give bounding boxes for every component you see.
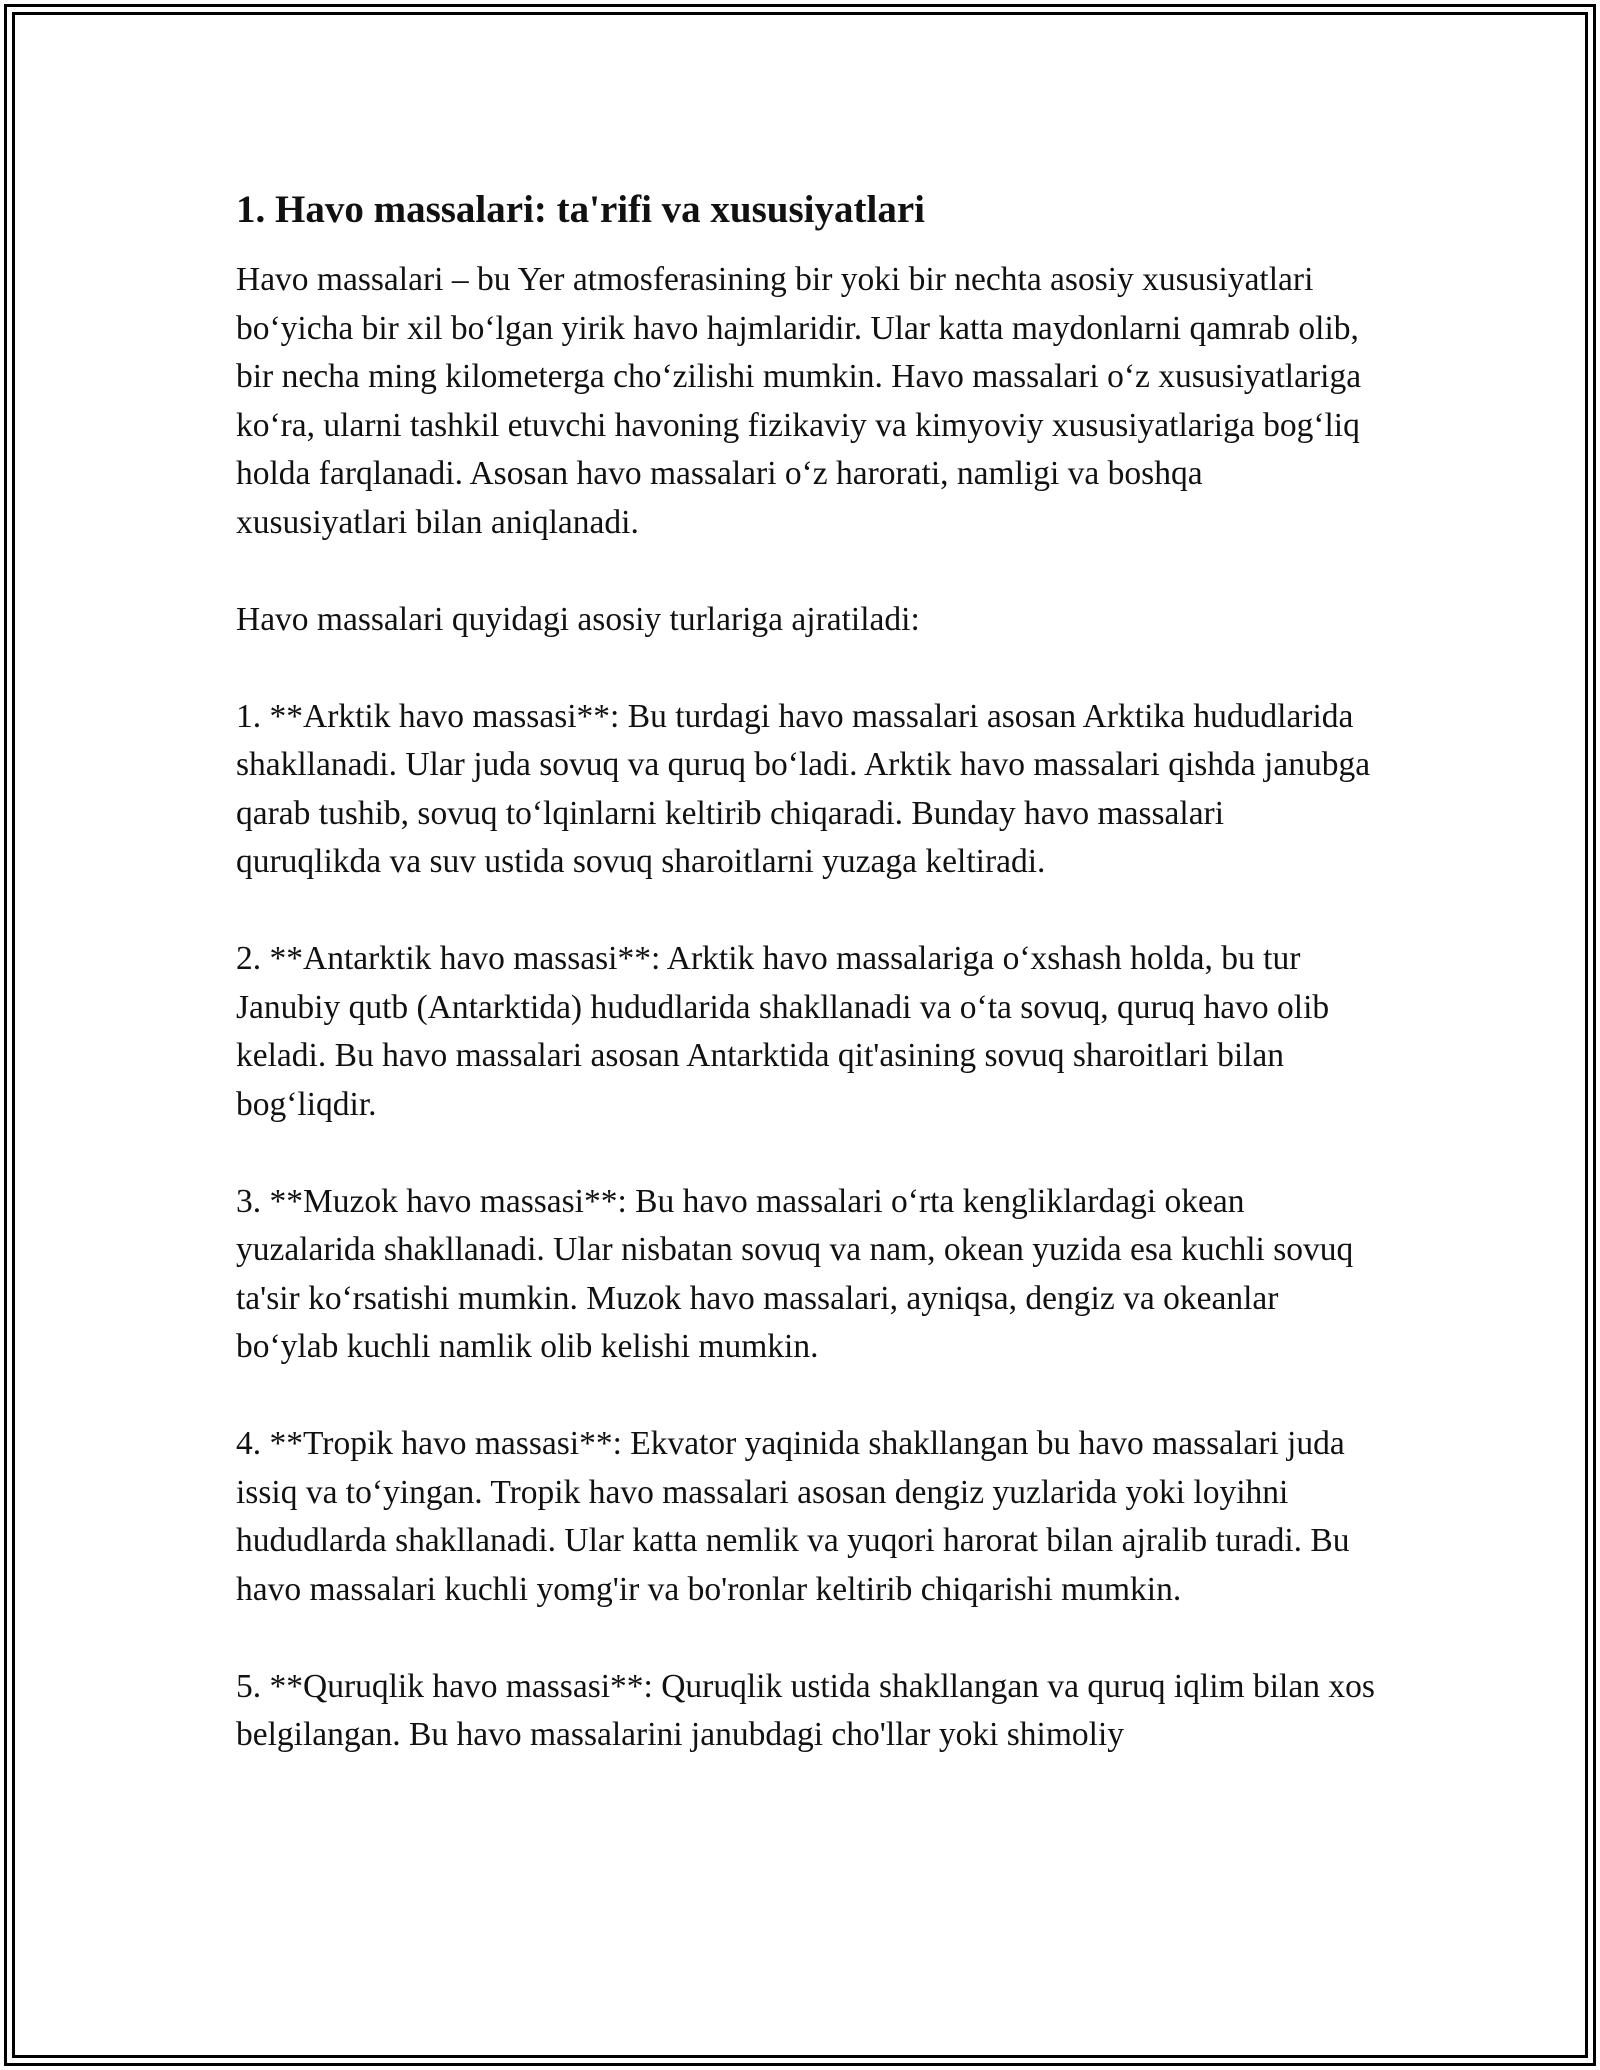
list-item-arctic: 1. **Arktik havo massasi**: Bu turdagi havo massalari asosan Arktika hududlarida shakllanadi. Ular juda sovuq va quruq bo‘ladi. Arktik havo massalari qishda janubga qarab tushib, sovuq to‘lqinlarni keltirib chiqaradi. Bunday havo massalari quruqlikda va suv ustida sovuq sharoitlarni yuzaga keltiradi. [236,697,1371,880]
list-item-muzok: 3. **Muzok havo massasi**: Bu havo massalari o‘rta kengliklardagi okean yuzalarida shakllanadi. Ular nisbatan sovuq va nam, okean yuzida esa kuchli sovuq ta'sir ko‘rsatishi mumkin. Muzok havo massalari, ayniqsa, dengiz va okeanlar bo‘ylab kuchli namlik olib kelishi mumkin. [236,1182,1354,1365]
list-item-tropical: 4. **Tropik havo massasi**: Ekvator yaqinida shakllangan bu havo massalari juda issiq va to‘yingan. Tropik havo massalari asosan dengiz yuzlarida yoki loyihni hududlarda shakllanadi. Ular katta nemlik va yuqori harorat bilan ajralib turadi. Bu havo massalari kuchli yomg'ir va bo'ronlar keltirib chiqarishi mumkin. [236,1425,1350,1608]
document-title: 1. Havo massalari: ta'rifi va xususiyatlari [236,188,925,231]
types-intro-paragraph: Havo massalari quyidagi asosiy turlariga ajratiladi: [236,600,920,638]
intro-paragraph: Havo massalari – bu Yer atmosferasining bir yoki bir nechta asosiy xususiyatlari bo‘yicha bir xil bo‘lgan yirik havo hajmlaridir. Ular katta maydonlarni qamrab olib, bir necha ming kilometerga cho‘zilishi mumkin. Havo massalari o‘z xususiyatlariga ko‘ra, ularni tashkil etuvchi havoning fizikaviy va kimyoviy xususiyatlariga bog‘liq holda farqlanadi. Asosan havo massalari o‘z harorati, namligi va boshqa xususiyatlari bilan aniqlanadi. [236,261,1362,541]
list-item-continental: 5. **Quruqlik havo massasi**: Quruqlik ustida shakllangan va quruq iqlim bilan xos belgilangan. Bu havo massalarini janubdagi cho'llar yoki shimoliy [236,1667,1375,1753]
list-item-antarctic: 2. **Antarktik havo massasi**: Arktik havo massalariga o‘xshash holda, bu tur Janubiy qutb (Antarktida) hududlarida shakllanadi va o‘ta sovuq, quruq havo olib keladi. Bu havo massalari asosan Antarktida qit'asining sovuq sharoitlari bilan bog‘liqdir. [236,940,1330,1123]
document-body [236,186,1376,1808]
